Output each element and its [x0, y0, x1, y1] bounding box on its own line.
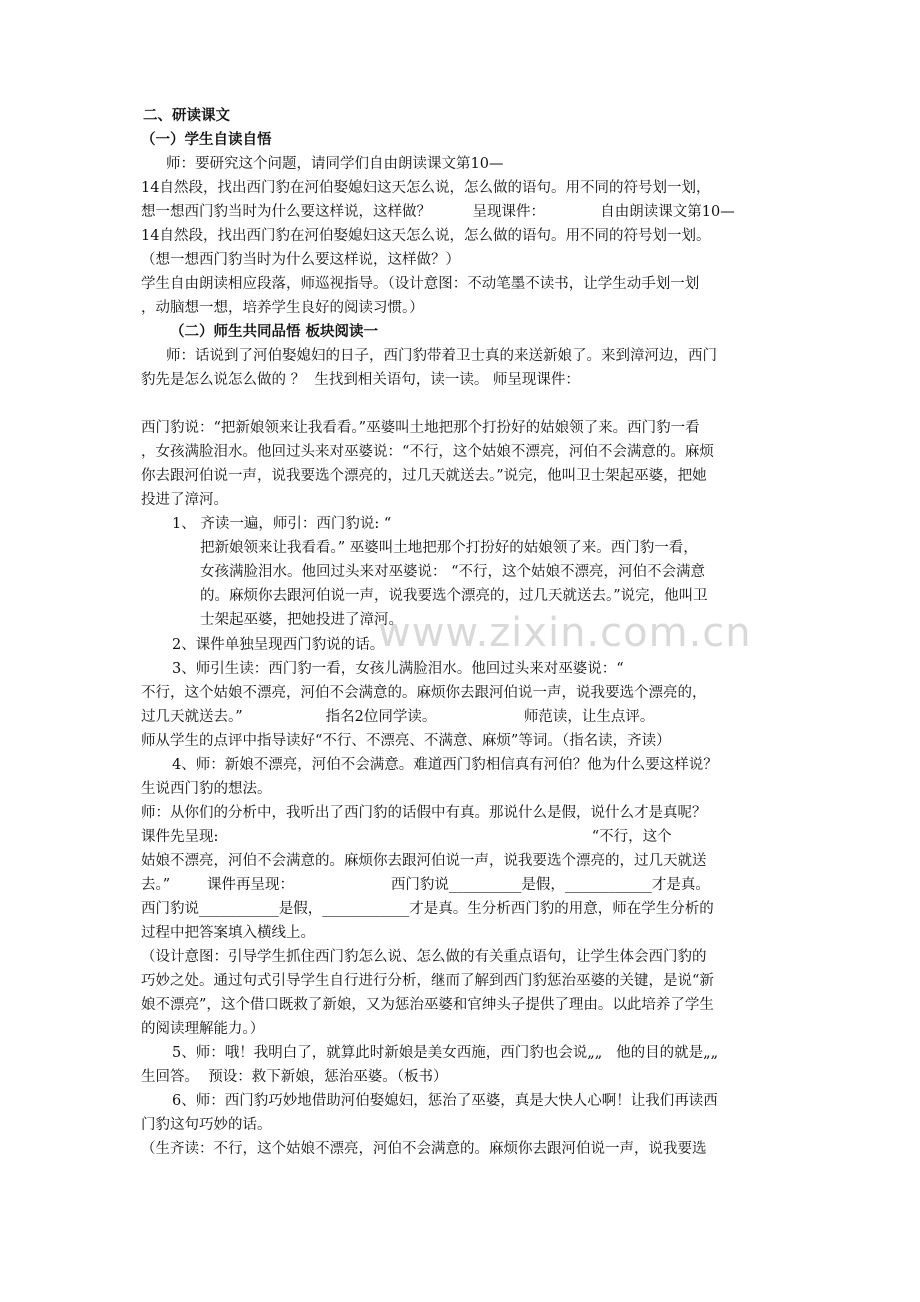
text-line: ，女孩满脸泪水。他回过头来对巫婆说：“不行，这个姑娘不漂亮，河伯不会满意的。麻烦 — [141, 444, 714, 460]
text-line: （生齐读：不行，这个姑娘不漂亮，河伯不会满意的。麻烦你去跟河伯说一声，说我要选 — [141, 1141, 707, 1157]
text-line: 师从学生的点评中指导读好“不行、不漂亮、不满意、麻烦”等词。（指名读，齐读） — [141, 733, 671, 749]
text-line: 不行，这个姑娘不漂亮，河伯不会满意的。麻烦你去跟河伯说一声，说我要选个漂亮的， — [141, 685, 707, 701]
text-line: 的。麻烦你去跟河伯说一声，说我要选个漂亮的，过几天就送去。”说完，他叫卫 — [200, 588, 708, 604]
text-line: 师：要研究这个问题，请同学们自由朗读课文第10— — [166, 156, 504, 172]
text-line: 投进了漳河。 — [141, 492, 228, 508]
text-line: 西门豹说：“把新娘领来让我看看。”巫婆叫土地把那个打扮好的姑娘领了来。西门豹一看 — [141, 420, 700, 436]
text-line: （想一想西门豹当时为什么要这样说，这样做？） — [141, 252, 460, 268]
text-line: 过几天就送去。” 指名2位同学读。 师范读，让生点评。 — [141, 709, 655, 725]
text-line: 过程中把答案填入横线上。 — [141, 925, 315, 941]
watermark: www.zixin.com.cn — [378, 610, 752, 656]
text-line: 姑娘不漂亮，河伯不会满意的。麻烦你去跟河伯说一声，说我要选个漂亮的，过几天就送 — [141, 853, 707, 869]
text-line: 西门豹说___________是假，____________才是真。生分析西门豹的用意，师在学生分析的 — [141, 901, 714, 917]
text-line: 女孩满脸泪水。他回过头来对巫婆说： “不行，这个姑娘不漂亮，河伯不会满意 — [200, 564, 706, 580]
text-line: 的阅读理解能力。） — [141, 1021, 265, 1037]
text-line: 6、师：西门豹巧妙地借助河伯娶媳妇，惩治了巫婆，真是大快人心啊！让我们再读西 — [172, 1093, 718, 1109]
text-line: 想一想西门豹当时为什么要这样说，这样做？ 呈现课件： 自由朗读课文第10— — [141, 204, 735, 220]
text-line: 1、 齐读一遍，师引：西门豹说: “ — [172, 516, 392, 532]
text-line: 你去跟河伯说一声，说我要选个漂亮的，过几天就送去。”说完，他叫卫士架起巫婆，把她 — [141, 468, 707, 484]
text-line: 师：从你们的分析中，我听出了西门豹的话假中有真。那说什么是假，说什么才是真呢？ — [141, 805, 707, 821]
text-line: 3、师引生读：西门豹一看，女孩儿满脸泪水。他回过头来对巫婆说：“ — [172, 661, 624, 677]
text-line: 14自然段，找出西门豹在河伯娶媳妇这天怎么说，怎么做的语句。用不同的符号划一划， — [141, 180, 711, 196]
text-line: 生说西门豹的想法。 — [141, 781, 272, 797]
text-line: 2、课件单独呈现西门豹说的话。 — [172, 637, 385, 653]
section-heading: （一）学生自读自悟 — [141, 131, 272, 148]
text-line: 学生自由朗读相应段落，师巡视指导。（设计意图：不动笔墨不读书，让学生动手划一划 — [141, 276, 700, 292]
text-line: 把新娘领来让我看看。” 巫婆叫土地把那个打扮好的姑娘领了来。西门豹一看， — [200, 540, 698, 556]
section-heading: 二、研读课文 — [143, 107, 230, 124]
text-line: 14自然段，找出西门豹在河伯娶媳妇这天怎么说，怎么做的语句。用不同的符号划一划。 — [141, 228, 711, 244]
text-line: 士架起巫婆，把她投进了漳河。 — [200, 612, 403, 628]
text-line: 去。” 课件再呈现： 西门豹说__________是假，____________才是真。 — [141, 877, 710, 893]
text-line: 门豹这句巧妙的话。 — [141, 1117, 272, 1133]
section-heading: （二）师生共同品悟 板块阅读一 — [170, 323, 379, 340]
text-line: 巧妙之处。通过句式引导学生自行进行分析，继而了解到西门豹惩治巫婆的关键，是说“新 — [141, 973, 714, 989]
text-line: 4、师：新娘不漂亮，河伯不会满意。难道西门豹相信真有河伯？他为什么要这样说？ — [172, 757, 718, 773]
text-line: ，动脑想一想，培养学生良好的阅读习惯。） — [141, 300, 424, 316]
text-line: 娘不漂亮”，这个借口既救了新娘，又为惩治巫婆和官绅头子提供了理由。以此培养了学生 — [141, 997, 714, 1013]
text-line: （设计意图：引导学生抓住西门豹怎么说、怎么做的有关重点语句，让学生体会西门豹的 — [141, 949, 707, 965]
text-line: 5、师：哦！我明白了，就算此时新娘是美女西施，西门豹也会说„„ 他的目的就是„„ — [172, 1045, 719, 1061]
text-line: 豹先是怎么说怎么做的 ？ 生找到相关语句，读一读。 师呈现课件： — [141, 372, 580, 388]
text-line: 师：话说到了河伯娶媳妇的日子，西门豹带着卫士真的来送新娘了。来到漳河边，西门 — [166, 348, 717, 364]
text-line: 课件先呈现: “不行，这个 — [141, 829, 672, 845]
text-line: 生回答。 预设：救下新娘，惩治巫婆。（板书） — [141, 1069, 448, 1085]
